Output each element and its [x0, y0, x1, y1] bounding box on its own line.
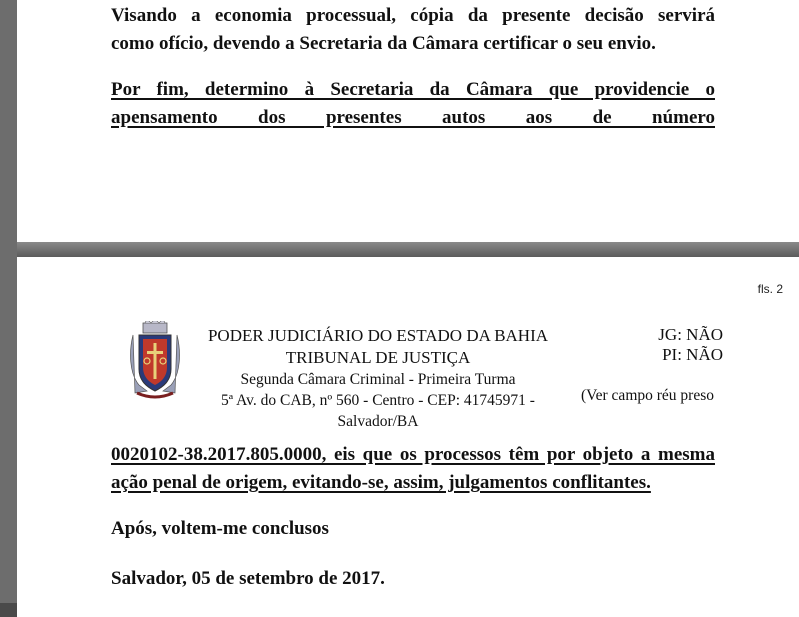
text-line: Salvador, 05 de setembro de 2017. [111, 568, 385, 589]
document-page-1 [17, 0, 799, 242]
paragraph-date-signature [111, 565, 715, 593]
text-line-underlined: ação penal de origem, evitando-se, assim, julgamentos conflitantes. [111, 472, 651, 493]
text-line: Visando a economia processual, cópia da presente decisão servirá [111, 5, 715, 26]
viewer-left-margin [0, 0, 17, 603]
paragraph-conclusos [111, 515, 715, 543]
court-header [203, 325, 553, 432]
header-line-poder-judiciario: PODER JUDICIÁRIO DO ESTADO DA BAHIA [207, 326, 549, 345]
page-separator [17, 242, 799, 257]
paragraph-apensamento [111, 76, 715, 132]
text-line-underlined: 0020102-38.2017.805.0000, eis que os processos têm por objeto a mesma [111, 444, 715, 465]
text-line: Após, voltem-me conclusos [111, 518, 329, 539]
flag-pi: PI: NÃO [662, 345, 723, 364]
header-line-tribunal: TRIBUNAL DE JUSTIÇA [285, 348, 471, 367]
paragraph-processo-numero [111, 441, 715, 497]
flag-jg: JG: NÃO [658, 325, 723, 344]
text-line: como ofício, devendo a Secretaria da Câmara certificar o seu envio. [111, 33, 656, 54]
process-flags [573, 325, 723, 365]
header-line-address: 5ª Av. do CAB, nº 560 - Centro - CEP: 41745971 - [221, 392, 535, 409]
text-line-underlined: Por fim, determino à Secretaria da Câmara que providencie o [111, 79, 715, 100]
page-number: fls. 2 [757, 282, 783, 296]
document-page-2 [17, 257, 799, 617]
court-coat-of-arms-icon [127, 321, 183, 401]
paragraph-economia-processual [111, 2, 715, 58]
flag-reu-preso: (Ver campo réu preso [581, 387, 714, 404]
header-line-city: Salvador/BA [337, 413, 419, 430]
text-line-underlined: apensamento dos presentes autos aos de número [111, 107, 715, 128]
header-line-camara: Segunda Câmara Criminal - Primeira Turma [240, 371, 516, 388]
